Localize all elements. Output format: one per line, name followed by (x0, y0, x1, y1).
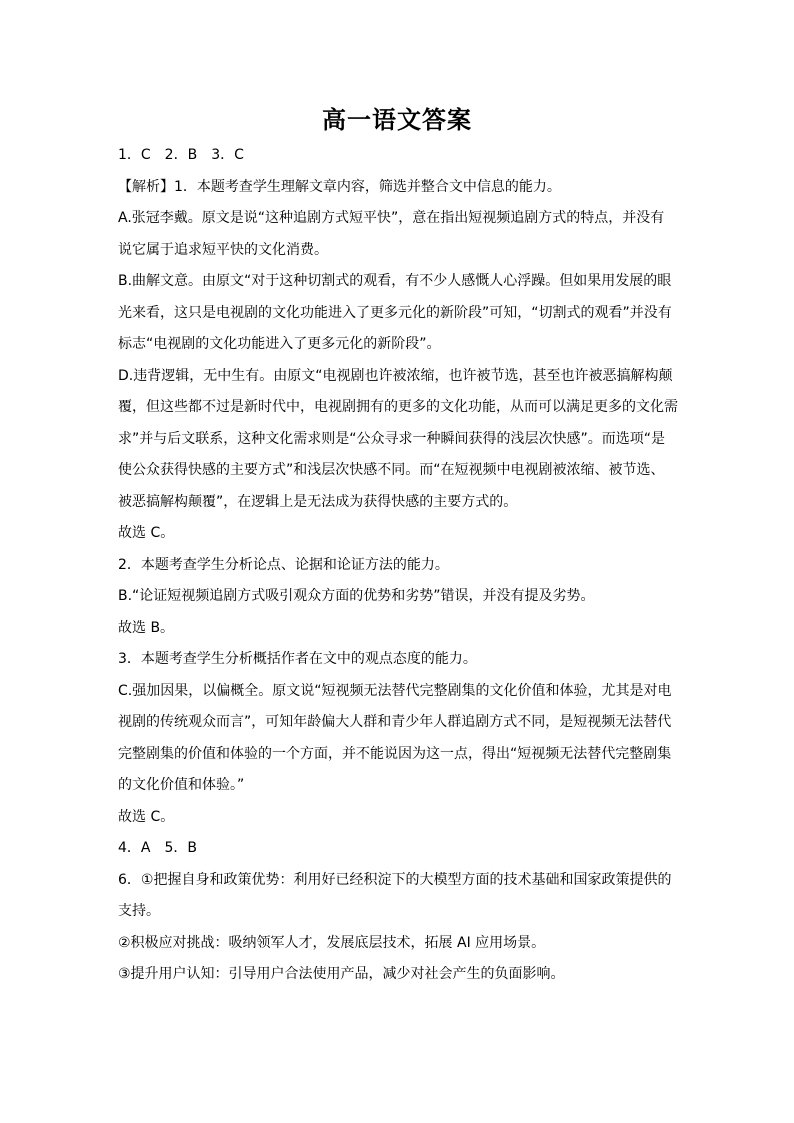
answer-q6-point-1: 6．①把握自身和政策优势：利用好已经积淀下的大模型方面的技术基础和国家政策提供的支持。 (118, 871, 672, 919)
q2-conclusion: 故选 B。 (118, 619, 175, 636)
analysis-q3-option-c: C.强加因果，以偏概全。原文说“短视频无法替代完整剧集的文化价值和体验，尤其是对电视剧的传统观众而言”，可知年龄偏大人群和青少年人群追剧方式不同，是短视频无法替代完整剧集的价值和体验的一个方面，并不能说因为这一点，得出“短视频无法替代完整剧集的文化价值和体验。” (118, 682, 672, 793)
analysis-q2-intro: 2．本题考查学生分析论点、论据和论证方法的能力。 (118, 556, 449, 573)
q3-conclusion: 故选 C。 (118, 808, 175, 825)
answer-q6-point-3: ③提升用户认知：引导用户合法使用产品，减少对社会产生的负面影响。 (118, 966, 565, 982)
analysis-q3-intro: 3．本题考查学生分析概括作者在文中的观点态度的能力。 (118, 651, 477, 667)
answer-body (118, 140, 678, 991)
page-title: 高一语文答案 (322, 105, 472, 134)
analysis-q2-option-b: B.“论证短视频追剧方式吸引观众方面的优势和劣势”错误，并没有提及劣势。 (118, 588, 595, 604)
answer-line-4-5: 4．A 5．B (118, 840, 197, 856)
analysis-q1-option-d: D.违背逻辑，无中生有。由原文“电视剧也许被浓缩，也许被节选，甚至也许被恶搞解构颠覆，但这些都不过是新时代中，电视剧拥有的更多的文化功能，从而可以满足更多的文化需求”并与后文联系，这种文化需求则是“公众寻求一种瞬间获得的浅层次快感”。而选项“是使公众获得快感的主要方式”和浅层次快感不同。而“在短视频中电视剧被浓缩、被节选、被恶搞解构颠覆”，在逻辑上是无法成为获得快感的主要方式的。 (118, 367, 678, 510)
analysis-q1-option-a: A.张冠李戴。原文是说“这种追剧方式短平快”，意在指出短视频追剧方式的特点，并没有说它属于追求短平快的文化消费。 (118, 210, 665, 258)
analysis-q1-option-b: B.曲解文意。由原文“对于这种切割式的观看，有不少人感慨人心浮躁。但如果用发展的眼光来看，这只是电视剧的文化功能进入了更多元化的新阶段”可知，“切割式的观看”并没有标志“电视剧的文化功能进入了更多元化的新阶段”。 (118, 273, 672, 352)
q1-conclusion: 故选 C。 (118, 525, 175, 541)
analysis-q1-intro: 【解析】1．本题考查学生理解文章内容，筛选并整合文中信息的能力。 (118, 178, 561, 195)
answer-q6-point-2: ②积极应对挑战：吸纳领军人才，发展底层技术，拓展 AI 应用场景。 (118, 934, 546, 951)
answer-line-1-3: 1．C 2．B 3．C (118, 147, 244, 163)
